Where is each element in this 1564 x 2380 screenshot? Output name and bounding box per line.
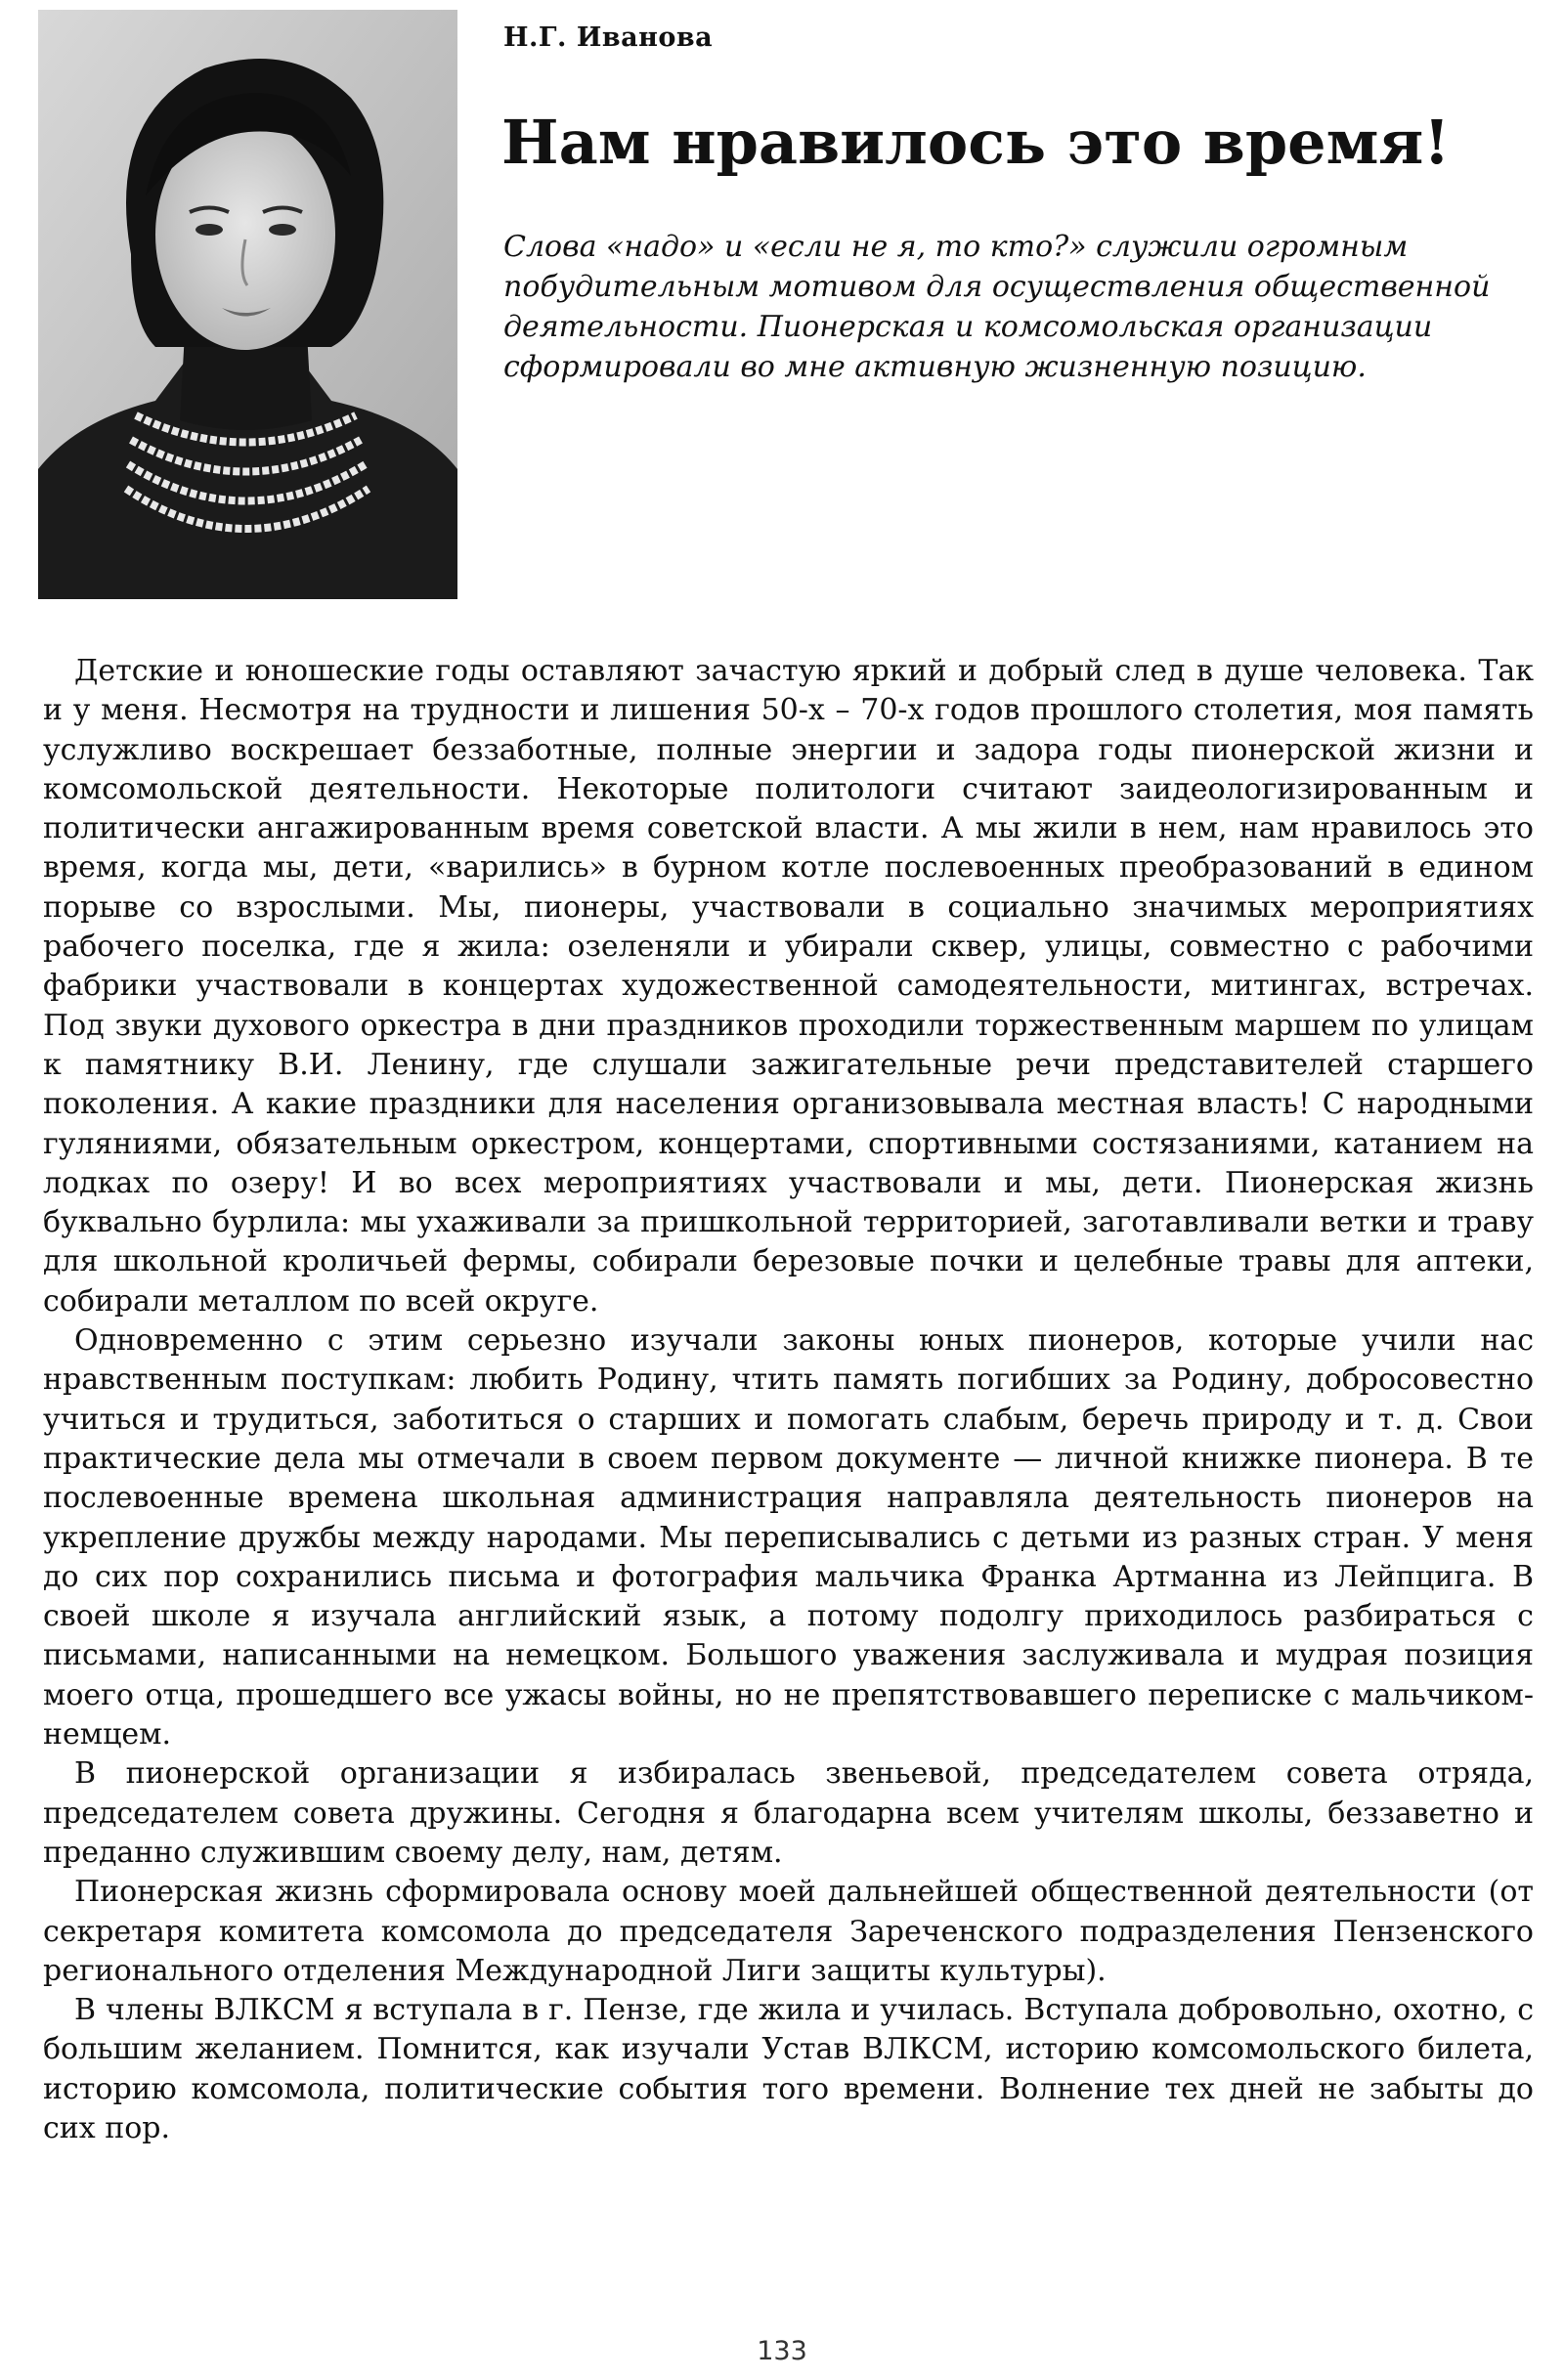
page-number: 133 [757, 2336, 807, 2366]
article-title: Нам нравилось это время! [501, 107, 1451, 178]
author-name: Н.Г. Иванова [503, 22, 714, 53]
epigraph: Слова «надо» и «если не я, то кто?» служили огромным побудительным мотивом для осуществления общественной деятельности. Пионерская и комсомольская организации сформировали во мне активную жизненную позицию. [503, 230, 1491, 384]
portrait-photo-icon [38, 10, 457, 599]
article-paragraph: Одновременно с этим серьезно изучали законы юных пионеров, которые учили нас нравственным поступкам: любить Родину, чтить память погибших за Родину, добросовестно учиться и трудиться, заботиться о старших и помогать слабым, беречь природу и т. д. Свои практические дела мы отмечали в своем первом документе — личной книжке пионера. В те послевоенные времена школьная администрация направляла деятельность пионеров на укрепление дружбы между народами. Мы переписывались с детьми из разных стран. У меня до сих пор сохранились письма и фотография мальчика Франка Артманна из Лейпцига. В своей школе я изучала английский язык, а потому подолгу приходилось разбираться с письмами, написанными на немецком. Большого уважения заслуживала и мудрая позиция моего отца, прошедшего все ужасы войны, но не препятствовавшего переписке с мальчиком-немцем. [43, 1323, 1534, 1753]
article-paragraph: Пионерская жизнь сформировала основу моей дальнейшей общественной деятельности (от секретаря комитета комсомола до председателя Зареченского подразделения Пензенского регионального отделения Международной Лиги защиты культуры). [43, 1875, 1534, 1988]
portrait-photo [38, 10, 457, 599]
article-paragraph: В члены ВЛКСМ я вступала в г. Пензе, где жила и училась. Вступала добровольно, охотно, с большим желанием. Помнится, как изучали Устав ВЛКСМ, историю комсомольского билета, историю комсомола, политические события того времени. Волнение тех дней не забыты до сих пор. [43, 1993, 1534, 2145]
article-body [43, 652, 1534, 2148]
article-paragraph: Детские и юношеские годы оставляют зачастую яркий и добрый след в душе человека. Так и у меня. Несмотря на трудности и лишения 50-х – 70-х годов прошлого столетия, моя память услужливо воскрешает беззаботные, полные энергии и задора годы пионерской жизни и комсомольской деятельности. Некоторые политологи считают заидеологизированным и политически ангажированным время советской власти. А мы жили в нем, нам нравилось это время, когда мы, дети, «варились» в бурном котле послевоенных преобразований в едином порыве со взрослыми. Мы, пионеры, участвовали в социально значимых мероприятиях рабочего поселка, где я жила: озеленяли и убирали сквер, улицы, совместно с рабочими фабрики участвовали в концертах художественной самодеятельности, митингах, встречах. Под звуки духового оркестра в дни праздников проходили торжественным маршем по улицам к памятнику В.И. Ленину, где слушали зажигательные речи представителей старшего поколения. А какие праздники для населения организовывала местная власть! С народными гуляниями, обязательным оркестром, концертами, спортивными состязаниями, катанием на лодках по озеру! И во всех мероприятиях участвовали и мы, дети. Пионерская жизнь буквально бурлила: мы ухаживали за пришкольной территорией, заготавливали ветки и траву для школьной кроличьей фермы, собирали березовые почки и целебные травы для аптеки, собирали металлом по всей округе. [43, 654, 1534, 1319]
article-paragraph: В пионерской организации я избиралась звеньевой, председателем совета отряда, председателем совета дружины. Сегодня я благодарна всем учителям школы, беззаветно и преданно служившим своему делу, нам, детям. [43, 1756, 1534, 1870]
